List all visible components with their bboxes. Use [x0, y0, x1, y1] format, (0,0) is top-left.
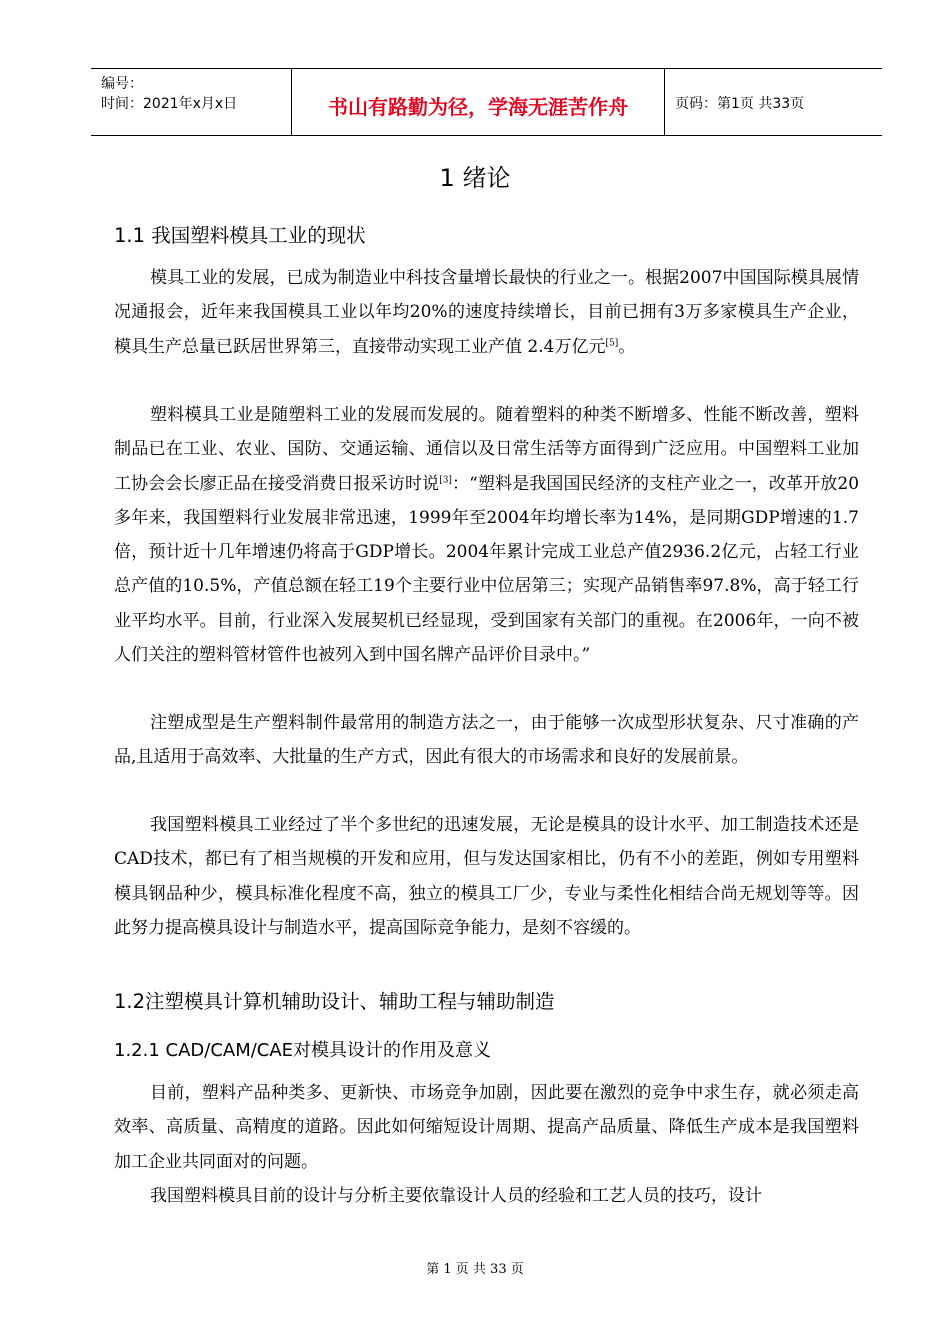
citation-3: [3]: [439, 474, 452, 485]
paragraph-5: 目前，塑料产品种类多、更新快、市场竞争加剧，因此要在激烈的竞争中求生存，就必须走高效率、高质量、高精度的道路。因此如何缩短设计周期、提高产品质量、降低生产成本是我国塑料加工企业共同面对的问题。: [114, 1083, 859, 1172]
header-info-cell: [91, 69, 292, 135]
paragraph-2: 塑料模具工业是随塑料工业的发展而发展的。随着塑料的种类不断增多、性能不断改善，塑料制品已在工业、农业、国防、交通运输、通信以及日常生活等方面得到广泛应用。中国塑料工业加工协会会长廖正品在接受消费日报采访时说[3]：“塑料是我国国民经济的支柱产业之一，改革开放20多年来，我国塑料行业发展非常迅速，1999年至2004年均增长率为14%，是同期GDP增速的1.7倍，预计近十几年增速仍将高于GDP增长。2004年累计完成工业总产值2936.2亿元，占轻工行业总产值的10.5%，产值总额在轻工19个主要行业中位居第三；实现产品销售率97.8%，高于轻工行业平均水平。目前，行业深入发展契机已经显现，受到国家有关部门的重视。在2006年，一向不被人们关注的塑料管材管件也被列入到中国名牌产品评价目录中。”: [114, 405, 860, 666]
document-time-label: 时间：2021年x月x日: [101, 96, 238, 112]
page-footer: 第 1 页 共 33 页: [426, 1262, 524, 1277]
paragraph-3: 注塑成型是生产塑料制件最常用的制造方法之一，由于能够一次成型形状复杂、尺寸准确的产品,且适用于高效率、大批量的生产方式，因此有很大的市场需求和良好的发展前景。: [114, 713, 859, 768]
paragraph-4: 我国塑料模具工业经过了半个多世纪的迅速发展，无论是模具的设计水平、加工制造技术还是CAD技术，都已有了相当规模的开发和应用，但与发达国家相比，仍有不小的差距，例如专用塑料模具钢品种少，模具标准化程度不高，独立的模具工厂少，专业与柔性化相结合尚无规划等等。因此努力提高模具设计与制造水平，提高国际竞争能力，是刻不容缓的。: [114, 815, 859, 938]
document-number-label: 编号：: [101, 76, 143, 92]
subsection-heading-1-2-1: 1.2.1 CAD/CAM/CAE对模具设计的作用及意义: [114, 1040, 492, 1061]
chapter-title: 1 绪论: [439, 164, 511, 192]
paragraph-1: 模具工业的发展，已成为制造业中科技含量增长最快的行业之一。根据2007中国国际模具展情况通报会，近年来我国模具工业以年均20%的速度持续增长，目前已拥有3万多家模具生产企业，模具生产总量已跃居世界第三，直接带动实现工业产值 2.4万亿元[5]。: [114, 268, 859, 357]
document-header: [91, 68, 882, 136]
section-heading-1-2: 1.2注塑模具计算机辅助设计、辅助工程与辅助制造: [114, 990, 555, 1013]
header-motto-cell: [292, 69, 665, 135]
header-page-label: 页码：第1页 共33页: [675, 96, 805, 112]
citation-5: [5]: [605, 337, 619, 348]
section-heading-1-1: 1.1 我国塑料模具工业的现状: [114, 224, 366, 247]
header-motto: 书山有路勤为径，学海无涯苦作舟: [328, 95, 628, 119]
paragraph-6: 我国塑料模具目前的设计与分析主要依靠设计人员的经验和工艺人员的技巧，设计: [150, 1186, 762, 1206]
header-page-cell: [665, 69, 882, 135]
